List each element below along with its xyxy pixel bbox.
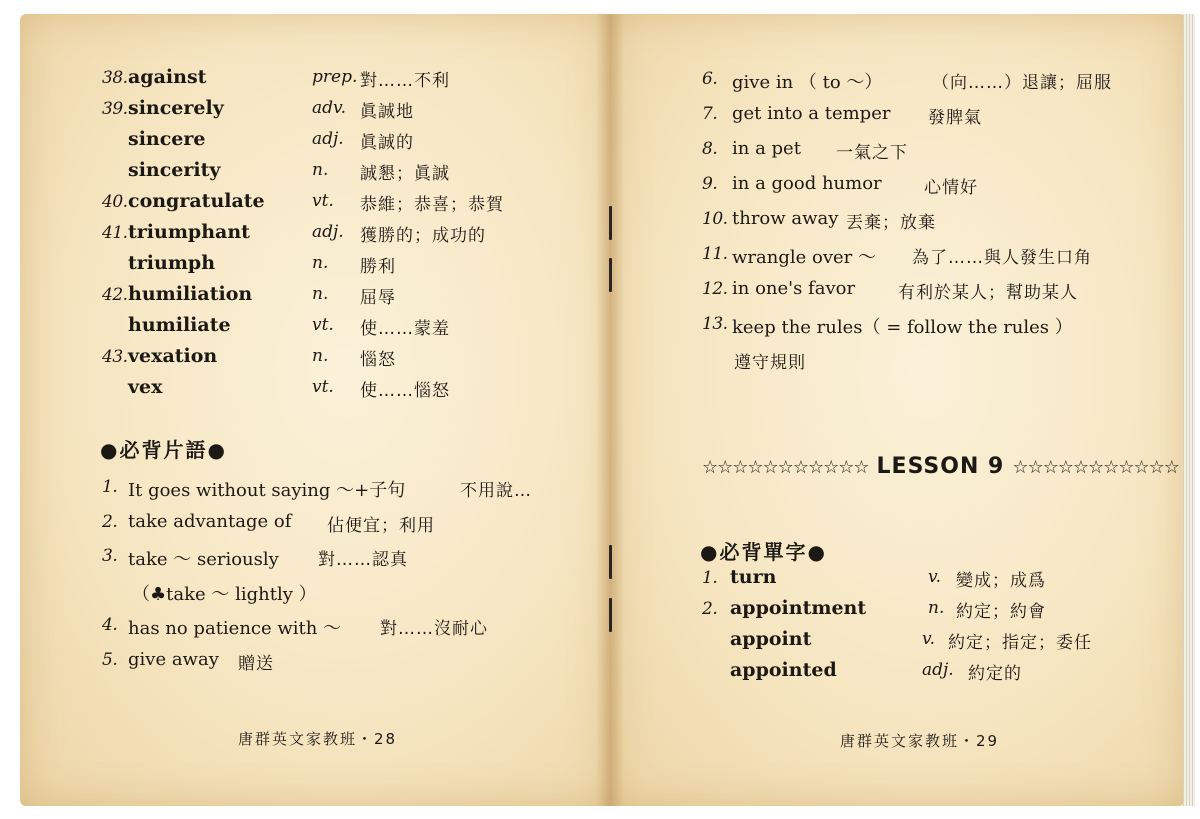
vocab-meaning: 屈辱 <box>360 288 396 308</box>
vocab-word: against <box>128 66 207 88</box>
vocab-number: 2. <box>702 599 718 619</box>
vocab-number: 1. <box>702 568 718 588</box>
vocab-meaning: 眞誠地 <box>360 102 414 122</box>
phrase-meaning: 贈送 <box>238 653 274 674</box>
vocab-meaning: 約定；約會 <box>956 602 1046 622</box>
vocab-pos: n. <box>312 346 329 366</box>
vocab-meaning: 約定；指定；委任 <box>948 633 1092 653</box>
vocab-pos: adj. <box>312 222 344 242</box>
phrase-number: 12. <box>702 279 728 299</box>
vocab-pos: adj. <box>922 660 954 680</box>
phrase-number: 13. <box>702 314 728 334</box>
phrase-number: 11. <box>702 244 728 264</box>
vocab-word: turn <box>730 566 777 588</box>
phrase-number: 10. <box>702 209 728 229</box>
phrase-number: 5. <box>102 649 118 670</box>
phrase-meaning: 為了……與人發生口角 <box>912 248 1092 268</box>
staple-4 <box>609 598 612 632</box>
phrase-meaning: 佔便宜；利用 <box>327 515 435 536</box>
phrase-meaning: （向……）退讓；屈服 <box>932 73 1112 93</box>
phrase-text: in a pet <box>732 138 801 159</box>
vocab-pos: v. <box>928 567 941 587</box>
vocab-word: humiliate <box>128 314 231 336</box>
vocab-meaning: 獲勝的；成功的 <box>360 226 486 246</box>
vocab-number: 38. <box>102 68 128 88</box>
vocab-word: triumph <box>128 252 216 274</box>
lesson-stars-right: ☆☆☆☆☆☆☆☆☆☆☆ <box>1012 457 1179 478</box>
vocab-number: 39. <box>102 99 128 119</box>
phrase-meaning: 遵守規則 <box>734 353 806 373</box>
lesson-banner <box>702 454 1179 479</box>
vocab-word: triumphant <box>128 221 250 243</box>
vocab-meaning: 誠懇；眞誠 <box>360 164 450 184</box>
phrase-text: throw away <box>732 208 839 229</box>
page-footer-right: 唐群英文家教班・29 <box>840 732 1000 750</box>
vocab-number: 41. <box>102 223 128 243</box>
phrase-text: give away <box>128 648 219 670</box>
phrase-number: 9. <box>702 174 718 194</box>
phrase-text: in a good humor <box>732 173 882 194</box>
phrases-heading: ●必背片語● <box>100 438 227 462</box>
phrase-text: keep the rules（ = follow the rules ） <box>732 317 1073 338</box>
vocab-word: appointed <box>730 659 837 681</box>
right-page <box>610 14 1185 806</box>
vocab-pos: n. <box>312 160 329 180</box>
book-gutter <box>596 14 624 806</box>
phrase-number: 7. <box>702 104 718 124</box>
vocab-meaning: 使……惱怒 <box>360 381 450 401</box>
phrase-meaning: 對……認真 <box>318 550 408 570</box>
phrase-meaning: 一氣之下 <box>836 143 908 163</box>
phrase-meaning: 發脾氣 <box>928 108 982 128</box>
lesson-stars-left: ☆☆☆☆☆☆☆☆☆☆☆ <box>702 457 869 478</box>
vocab-meaning: 使……蒙羞 <box>360 319 450 339</box>
vocab-word: sincerity <box>128 159 221 181</box>
phrase-text: give in （ to ～） <box>732 72 883 93</box>
vocab-meaning: 變成；成爲 <box>956 571 1046 591</box>
vocab-pos: n. <box>312 284 329 304</box>
phrase-text: has no patience with ～ <box>128 618 342 639</box>
phrase-text: take advantage of <box>128 510 292 532</box>
vocab-meaning: 約定的 <box>968 664 1022 684</box>
staple-3 <box>609 545 612 579</box>
phrase-text: get into a temper <box>732 103 891 124</box>
phrase-meaning: 有利於某人；幫助某人 <box>898 283 1078 303</box>
phrase-text: take ～ seriously <box>128 549 279 570</box>
vocab-pos: vt. <box>312 191 334 211</box>
phrase-number: 4. <box>102 615 118 635</box>
vocab-pos: vt. <box>312 377 334 397</box>
vocab-number: 40. <box>102 192 128 212</box>
vocab-meaning: 勝利 <box>360 257 396 277</box>
phrase-number: 6. <box>702 69 718 89</box>
vocab-pos: adj. <box>312 129 344 149</box>
vocab-pos: n. <box>928 598 945 618</box>
page-footer-left: 唐群英文家教班・28 <box>238 730 398 748</box>
vocab-word: humiliation <box>128 283 253 305</box>
vocab-heading: ●必背單字● <box>700 540 827 564</box>
phrase-number: 8. <box>702 139 718 159</box>
vocab-word: vexation <box>128 345 218 367</box>
phrase-text: wrangle over ～ <box>732 247 876 268</box>
left-page <box>20 14 610 806</box>
phrase-number: 2. <box>102 511 118 532</box>
phrase-text: （♣take ～ lightly ） <box>132 583 317 605</box>
vocab-word: appointment <box>730 597 867 619</box>
vocab-word: appoint <box>730 628 812 650</box>
phrase-number: 1. <box>102 477 118 497</box>
phrase-text: It goes without saying ～+子句 <box>128 480 406 501</box>
vocab-pos: adv. <box>312 98 347 118</box>
staple-2 <box>609 258 612 292</box>
vocab-meaning: 惱怒 <box>360 350 396 370</box>
vocab-pos: v. <box>922 629 935 649</box>
vocab-pos: n. <box>312 253 329 273</box>
vocab-word: congratulate <box>128 190 265 212</box>
staple-1 <box>609 206 612 240</box>
lesson-title: LESSON 9 <box>876 454 1005 479</box>
vocab-meaning: 恭維；恭喜；恭賀 <box>360 195 504 215</box>
vocab-meaning: 對……不利 <box>360 71 450 91</box>
phrase-meaning: 心情好 <box>924 178 978 198</box>
vocab-pos: vt. <box>312 315 334 335</box>
vocab-word: sincerely <box>128 97 224 119</box>
vocab-word: vex <box>128 376 163 398</box>
vocab-number: 43. <box>102 347 128 367</box>
phrase-meaning: 丟棄；放棄 <box>846 213 936 233</box>
page-edge-stack <box>1183 14 1195 806</box>
vocab-meaning: 眞誠的 <box>360 133 414 153</box>
phrase-meaning: 對……沒耐心 <box>380 619 488 639</box>
vocab-pos: prep. <box>312 67 358 87</box>
phrase-meaning: 不用說… <box>460 481 532 501</box>
vocab-number: 42. <box>102 285 128 305</box>
vocab-word: sincere <box>128 128 206 150</box>
phrase-number: 3. <box>102 546 118 566</box>
phrase-text: in one's favor <box>732 278 856 299</box>
